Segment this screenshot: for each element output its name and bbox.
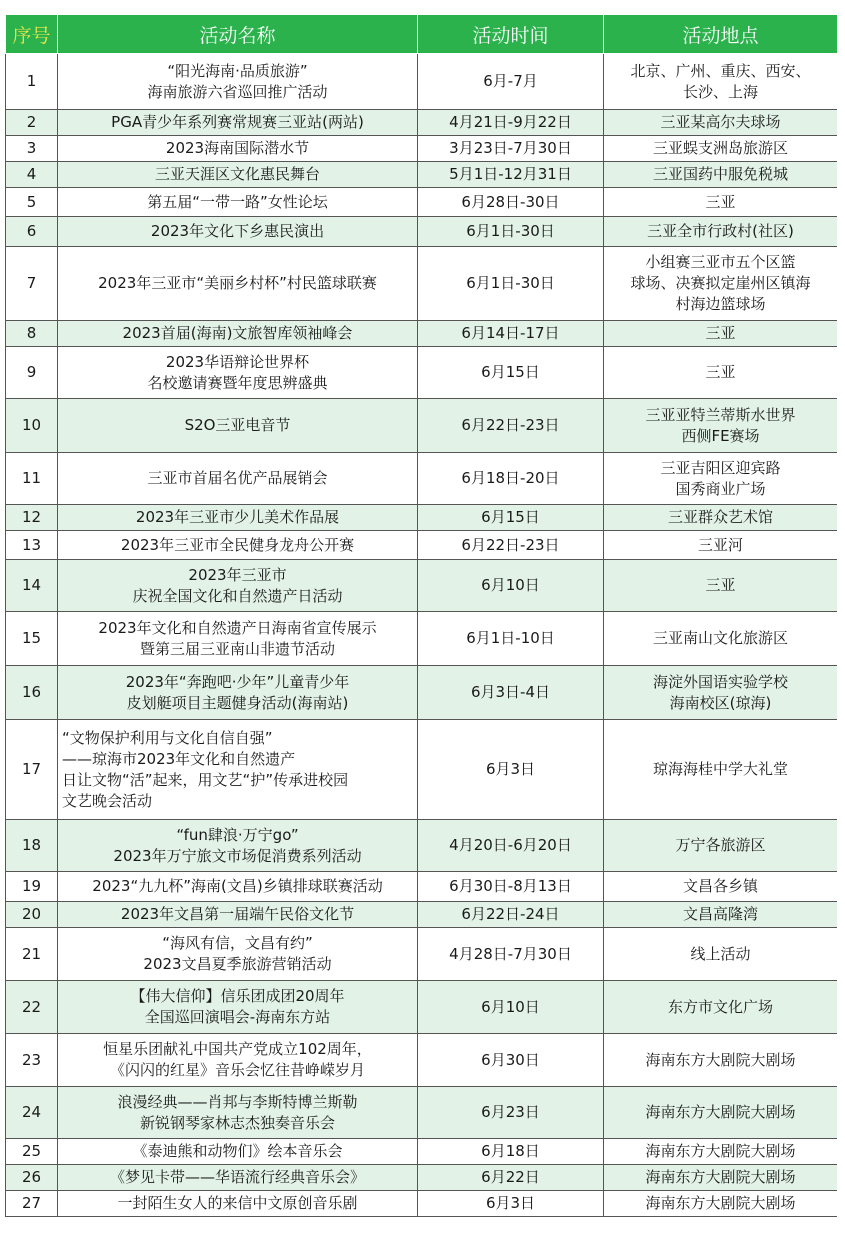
cell-event-place xyxy=(604,247,838,321)
cell-event-name xyxy=(58,321,418,347)
header-event-name: 活动名称 xyxy=(58,15,418,54)
table-row xyxy=(6,54,838,110)
cell-event-name xyxy=(58,162,418,188)
cell-event-place xyxy=(604,136,838,162)
cell-event-time: 6月1日-30日 xyxy=(418,247,604,321)
table-row xyxy=(6,162,838,188)
table-row xyxy=(6,531,838,560)
table-row xyxy=(6,247,838,321)
cell-index: 21 xyxy=(6,928,58,981)
cell-event-name xyxy=(58,1191,418,1217)
cell-event-place xyxy=(604,820,838,872)
cell-event-time: 6月30日 xyxy=(418,1034,604,1087)
table-row xyxy=(6,110,838,136)
table-row xyxy=(6,820,838,872)
cell-event-place xyxy=(604,872,838,902)
table-row xyxy=(6,399,838,453)
event-place-line: 三亚 xyxy=(705,324,736,342)
cell-index: 1 xyxy=(6,54,58,110)
cell-index: 7 xyxy=(6,247,58,321)
event-place-line: 三亚亚特兰蒂斯水世界 xyxy=(645,405,796,424)
table-row xyxy=(6,1087,838,1139)
cell-index: 20 xyxy=(6,902,58,928)
cell-event-time: 6月-7月 xyxy=(418,54,604,110)
cell-index: 3 xyxy=(6,136,58,162)
cell-event-name xyxy=(58,136,418,162)
cell-index: 22 xyxy=(6,981,58,1034)
cell-event-place xyxy=(604,217,838,247)
cell-event-name xyxy=(58,110,418,136)
table-row xyxy=(6,217,838,247)
event-name-line: 2023年三亚市少儿美术作品展 xyxy=(135,508,340,526)
cell-event-place xyxy=(604,981,838,1034)
cell-event-place xyxy=(604,188,838,217)
cell-index: 15 xyxy=(6,612,58,666)
event-name-line: 一封陌生女人的来信中文原创音乐剧 xyxy=(117,1194,358,1212)
cell-event-place xyxy=(604,54,838,110)
table-row xyxy=(6,612,838,666)
cell-event-name xyxy=(58,1165,418,1191)
cell-index: 17 xyxy=(6,720,58,820)
cell-event-name xyxy=(58,399,418,453)
event-place-line: 三亚蜈支洲岛旅游区 xyxy=(652,139,788,157)
cell-index: 2 xyxy=(6,110,58,136)
cell-index: 11 xyxy=(6,453,58,505)
cell-event-name xyxy=(58,720,418,820)
table-row xyxy=(6,928,838,981)
event-place-line: 三亚 xyxy=(705,363,736,381)
table-row xyxy=(6,981,838,1034)
cell-event-time: 6月10日 xyxy=(418,981,604,1034)
cell-index: 27 xyxy=(6,1191,58,1217)
cell-event-time: 6月3日-4日 xyxy=(418,666,604,720)
event-name-line: 2023年三亚市全民健身龙舟公开赛 xyxy=(120,535,355,554)
cell-event-place xyxy=(604,347,838,399)
event-place-line: 线上活动 xyxy=(690,944,751,963)
cell-event-place xyxy=(604,612,838,666)
event-place-line: 三亚 xyxy=(705,192,736,211)
event-name-line: 三亚市首届名优产品展销会 xyxy=(147,469,328,487)
table-row xyxy=(6,1139,838,1165)
event-name-line: 名校邀请赛暨年度思辨盛典 xyxy=(147,373,328,392)
cell-event-place xyxy=(604,1087,838,1139)
event-name-line: 2023年文化下乡惠民演出 xyxy=(150,222,325,240)
cell-event-name xyxy=(58,902,418,928)
table-row xyxy=(6,720,838,820)
cell-event-name xyxy=(58,1139,418,1165)
cell-event-name xyxy=(58,54,418,110)
event-name-line: PGA青少年系列赛常规赛三亚站(两站) xyxy=(111,113,364,131)
cell-event-time: 6月1日-10日 xyxy=(418,612,604,666)
event-name-line: 海南旅游六省巡回推广活动 xyxy=(147,82,328,101)
table-row xyxy=(6,666,838,720)
cell-event-name xyxy=(58,981,418,1034)
cell-index: 18 xyxy=(6,820,58,872)
cell-index: 26 xyxy=(6,1165,58,1191)
event-place-line: 文昌高隆湾 xyxy=(682,905,758,923)
event-name-line: 《梦见卡带——华语流行经典音乐会》 xyxy=(109,1168,365,1186)
cell-event-place xyxy=(604,560,838,612)
header-row xyxy=(6,15,838,54)
event-place-line: 三亚国药中服免税城 xyxy=(652,165,788,183)
cell-event-place xyxy=(604,1191,838,1217)
cell-index: 5 xyxy=(6,188,58,217)
event-name-line: 皮划艇项目主题健身活动(海南站) xyxy=(126,693,349,712)
cell-event-name xyxy=(58,505,418,531)
event-name-line: 2023年文昌第一届端午民俗文化节 xyxy=(120,905,355,923)
cell-event-time: 6月14日-17日 xyxy=(418,321,604,347)
event-place-line: 国秀商业广场 xyxy=(675,479,766,498)
table-body xyxy=(6,54,838,1217)
cell-index: 6 xyxy=(6,217,58,247)
cell-event-name xyxy=(58,928,418,981)
cell-event-time: 6月22日 xyxy=(418,1165,604,1191)
event-place-line: 琼海海桂中学大礼堂 xyxy=(652,760,788,778)
cell-event-time: 6月18日 xyxy=(418,1139,604,1165)
event-name-line: 暨第三届三亚南山非遗节活动 xyxy=(139,639,335,658)
table-row xyxy=(6,872,838,902)
cell-event-time: 6月22日-23日 xyxy=(418,399,604,453)
cell-event-name xyxy=(58,872,418,902)
cell-index: 19 xyxy=(6,872,58,902)
cell-event-time: 6月30日-8月13日 xyxy=(418,872,604,902)
cell-event-time: 5月1日-12月31日 xyxy=(418,162,604,188)
cell-index: 4 xyxy=(6,162,58,188)
cell-event-name xyxy=(58,1034,418,1087)
event-place-line: 三亚河 xyxy=(697,535,743,554)
event-place-line: 海南东方大剧院大剧场 xyxy=(645,1050,796,1069)
cell-event-name xyxy=(58,453,418,505)
cell-event-name xyxy=(58,560,418,612)
event-place-line: 海南东方大剧院大剧场 xyxy=(645,1142,796,1160)
event-place-line: 三亚 xyxy=(705,576,736,594)
event-name-line: 全国巡回演唱会-海南东方站 xyxy=(144,1008,331,1026)
event-name-line: 浪漫经典——肖邦与李斯特博兰斯勒 xyxy=(117,1092,358,1111)
cell-event-place xyxy=(604,505,838,531)
table-row xyxy=(6,902,838,928)
cell-event-place xyxy=(604,321,838,347)
events-table-frame xyxy=(5,14,837,1254)
cell-event-time: 6月3日 xyxy=(418,720,604,820)
event-place-line: 三亚吉阳区迎宾路 xyxy=(660,458,781,477)
event-place-line: 小组赛三亚市五个区篮 xyxy=(645,253,796,271)
cell-event-place xyxy=(604,928,838,981)
cell-event-name xyxy=(58,531,418,560)
cell-event-time: 6月10日 xyxy=(418,560,604,612)
header-index: 序号 xyxy=(6,15,58,54)
event-name-line: “fun肆浪·万宁go” xyxy=(176,825,299,844)
event-name-line: 三亚天涯区文化惠民舞台 xyxy=(154,165,320,183)
cell-index: 23 xyxy=(6,1034,58,1087)
events-table xyxy=(5,14,837,1217)
table-row xyxy=(6,1034,838,1087)
cell-event-time: 4月28日-7月30日 xyxy=(418,928,604,981)
event-place-line: 西侧FE赛场 xyxy=(681,426,760,445)
event-place-line: 球场、决赛拟定崖州区镇海 xyxy=(630,274,811,292)
cell-event-place xyxy=(604,720,838,820)
event-name-line: 【伟大信仰】信乐团成团20周年 xyxy=(130,987,345,1005)
cell-index: 16 xyxy=(6,666,58,720)
event-name-line: 新锐钢琴家林志杰独奏音乐会 xyxy=(139,1113,335,1132)
cell-event-time: 6月1日-30日 xyxy=(418,217,604,247)
cell-event-place xyxy=(604,162,838,188)
header-event-place: 活动地点 xyxy=(604,15,838,54)
event-name-line: 日让文物“活”起来，用文艺“护”传承进校园 xyxy=(62,770,349,789)
cell-event-name xyxy=(58,347,418,399)
cell-event-time: 4月21日-9月22日 xyxy=(418,110,604,136)
cell-index: 10 xyxy=(6,399,58,453)
cell-event-place xyxy=(604,666,838,720)
cell-event-time: 3月23日-7月30日 xyxy=(418,136,604,162)
table-row xyxy=(6,453,838,505)
cell-event-time: 6月28日-30日 xyxy=(418,188,604,217)
event-place-line: 海南校区(琼海) xyxy=(669,693,772,712)
event-place-line: 海南东方大剧院大剧场 xyxy=(645,1194,796,1212)
event-name-line: “文物保护利用与文化自信自强” xyxy=(62,728,273,747)
event-name-line: 2023“九九杯”海南(文昌)乡镇排球联赛活动 xyxy=(92,877,383,895)
event-place-line: 海南东方大剧院大剧场 xyxy=(645,1103,796,1121)
event-name-line: 《闪闪的红星》音乐会忆往昔峥嵘岁月 xyxy=(109,1061,365,1079)
cell-event-time: 6月23日 xyxy=(418,1087,604,1139)
cell-event-time: 4月20日-6月20日 xyxy=(418,820,604,872)
cell-event-name xyxy=(58,820,418,872)
event-place-line: 万宁各旅游区 xyxy=(675,836,766,854)
cell-index: 8 xyxy=(6,321,58,347)
table-row xyxy=(6,347,838,399)
cell-event-time: 6月3日 xyxy=(418,1191,604,1217)
event-name-line: 2023年万宁旅文市场促消费系列活动 xyxy=(113,846,362,865)
event-name-line: “海风有信，文昌有约” xyxy=(162,934,313,952)
cell-event-place xyxy=(604,110,838,136)
event-place-line: 海淀外国语实验学校 xyxy=(652,672,788,691)
event-name-line: 2023首届(海南)文旅智库领袖峰会 xyxy=(122,324,353,342)
table-row xyxy=(6,321,838,347)
event-place-line: 东方市文化广场 xyxy=(667,997,773,1016)
cell-event-place xyxy=(604,1034,838,1087)
event-name-line: 庆祝全国文化和自然遗产日活动 xyxy=(132,586,343,605)
table-row xyxy=(6,560,838,612)
table-row xyxy=(6,1191,838,1217)
event-name-line: 第五届“一带一路”女性论坛 xyxy=(147,192,328,211)
cell-event-place xyxy=(604,399,838,453)
event-name-line: S2O三亚电音节 xyxy=(184,416,291,434)
cell-index: 25 xyxy=(6,1139,58,1165)
event-place-line: 文昌各乡镇 xyxy=(682,877,758,895)
table-row xyxy=(6,188,838,217)
event-place-line: 北京、广州、重庆、西安、 xyxy=(630,61,811,80)
event-name-line: 2023华语辩论世界杯 xyxy=(165,352,310,371)
event-place-line: 三亚某高尔夫球场 xyxy=(660,113,781,131)
event-name-line: “阳光海南·品质旅游” xyxy=(167,61,308,80)
event-name-line: 2023文昌夏季旅游营销活动 xyxy=(143,955,332,973)
cell-event-place xyxy=(604,902,838,928)
table-row xyxy=(6,136,838,162)
event-name-line: 文艺晚会活动 xyxy=(62,791,153,810)
cell-index: 13 xyxy=(6,531,58,560)
cell-event-time: 6月22日-24日 xyxy=(418,902,604,928)
event-place-line: 海南东方大剧院大剧场 xyxy=(645,1168,796,1186)
event-place-line: 村海边篮球场 xyxy=(675,295,766,313)
table-row xyxy=(6,505,838,531)
cell-event-time: 6月15日 xyxy=(418,347,604,399)
cell-event-time: 6月22日-23日 xyxy=(418,531,604,560)
cell-event-place xyxy=(604,1139,838,1165)
cell-event-name xyxy=(58,666,418,720)
cell-index: 9 xyxy=(6,347,58,399)
cell-event-name xyxy=(58,217,418,247)
cell-event-time: 6月15日 xyxy=(418,505,604,531)
cell-event-name xyxy=(58,1087,418,1139)
event-place-line: 长沙、上海 xyxy=(682,82,758,101)
event-name-line: 2023年“奔跑吧·少年”儿童青少年 xyxy=(125,672,350,691)
table-row xyxy=(6,1165,838,1191)
cell-event-name xyxy=(58,612,418,666)
cell-event-place xyxy=(604,1165,838,1191)
cell-index: 24 xyxy=(6,1087,58,1139)
cell-index: 12 xyxy=(6,505,58,531)
header-event-time: 活动时间 xyxy=(418,15,604,54)
cell-event-name xyxy=(58,247,418,321)
cell-index: 14 xyxy=(6,560,58,612)
event-name-line: 恒星乐团献礼中国共产党成立102周年， xyxy=(103,1040,372,1058)
event-name-line: 2023年文化和自然遗产日海南省宣传展示 xyxy=(98,618,377,637)
cell-event-place xyxy=(604,531,838,560)
event-place-line: 三亚全市行政村(社区) xyxy=(647,222,794,240)
event-name-line: 《泰迪熊和动物们》绘本音乐会 xyxy=(132,1142,343,1160)
cell-event-place xyxy=(604,453,838,505)
event-name-line: ——琼海市2023年文化和自然遗产 xyxy=(62,749,296,768)
event-name-line: 2023海南国际潜水节 xyxy=(165,139,310,157)
event-place-line: 三亚群众艺术馆 xyxy=(667,508,773,526)
event-name-line: 2023年三亚市“美丽乡村杯”村民篮球联赛 xyxy=(98,274,377,292)
event-place-line: 三亚南山文化旅游区 xyxy=(652,629,788,647)
cell-event-time: 6月18日-20日 xyxy=(418,453,604,505)
event-name-line: 2023年三亚市 xyxy=(188,565,287,584)
cell-event-name xyxy=(58,188,418,217)
